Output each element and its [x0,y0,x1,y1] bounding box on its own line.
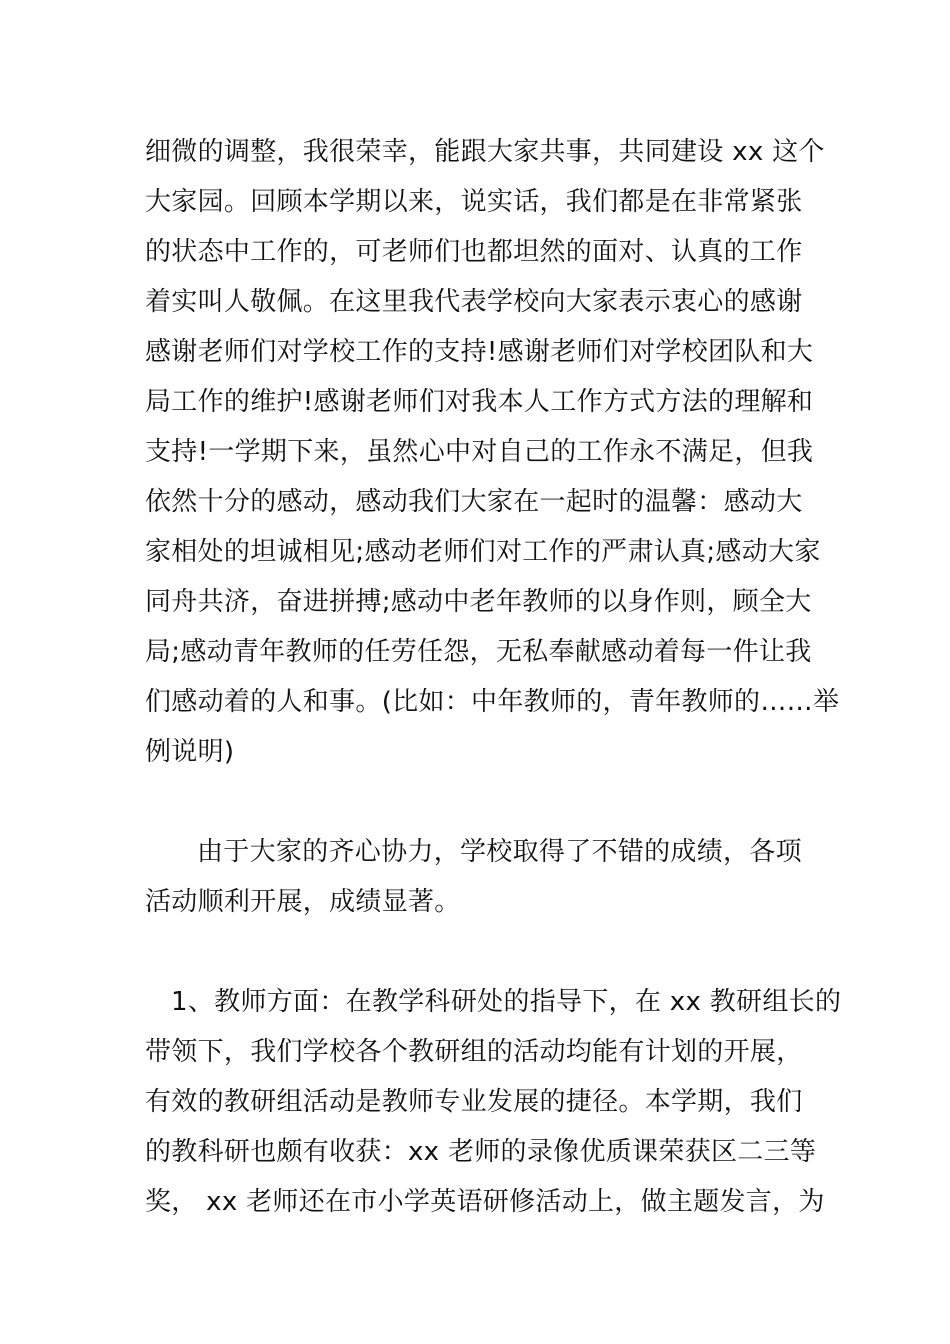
paragraph-3-line-2: 带领下，我们学校各个教研组的活动均能有计划的开展， [145,1037,803,1067]
paragraph-1-line-13: 例说明) [145,737,235,767]
paragraph-1-line-3: 的状态中工作的，可老师们也都坦然的面对、认真的工作 [145,237,803,267]
paragraph-3-line-5: 奖， xx 老师还在市小学英语研修活动上，做主题发言，为 [145,1187,825,1217]
paragraph-3-line-1: 1、教师方面：在教学科研处的指导下，在 xx 教研组长的 [171,987,842,1017]
paragraph-1-line-7: 支持!一学期下来，虽然心中对自己的工作永不满足，但我 [145,437,814,467]
paragraph-2-line-1: 由于大家的齐心协力，学校取得了不错的成绩，各项 [197,837,802,867]
paragraph-1-line-9: 家相处的坦诚相见;感动老师们对工作的严肃认真;感动大家 [145,537,821,567]
paragraph-3-line-3: 有效的教研组活动是教师专业发展的捷径。本学期，我们 [145,1087,803,1117]
paragraph-1-line-2: 大家园。回顾本学期以来，说实话，我们都是在非常紧张 [145,187,803,217]
paragraph-1-line-10: 同舟共济，奋进拼搏;感动中老年教师的以身作则，顾全大 [145,587,812,617]
paragraph-1-line-11: 局;感动青年教师的任劳任怨，无私奉献感动着每一件让我 [145,637,812,667]
paragraph-1-line-8: 依然十分的感动，感动我们大家在一起时的温馨：感动大 [145,487,803,517]
paragraph-2-line-2: 活动顺利开展，成绩显著。 [145,887,461,917]
paragraph-3-line-4: 的教科研也颇有收获：xx 老师的录像优质课荣获区二三等 [145,1137,817,1167]
paragraph-1-line-12: 们感动着的人和事。(比如：中年教师的，青年教师的……举 [145,687,840,717]
paragraph-1-line-6: 局工作的维护!感谢老师们对我本人工作方式方法的理解和 [145,387,814,417]
paragraph-1-line-1: 细微的调整，我很荣幸，能跟大家共事，共同建设 xx 这个 [145,137,825,167]
paragraph-1-line-5: 感谢老师们对学校工作的支持!感谢老师们对学校团队和大 [145,337,814,367]
paragraph-1-line-4: 着实叫人敬佩。在这里我代表学校向大家表示衷心的感谢 [145,287,803,317]
